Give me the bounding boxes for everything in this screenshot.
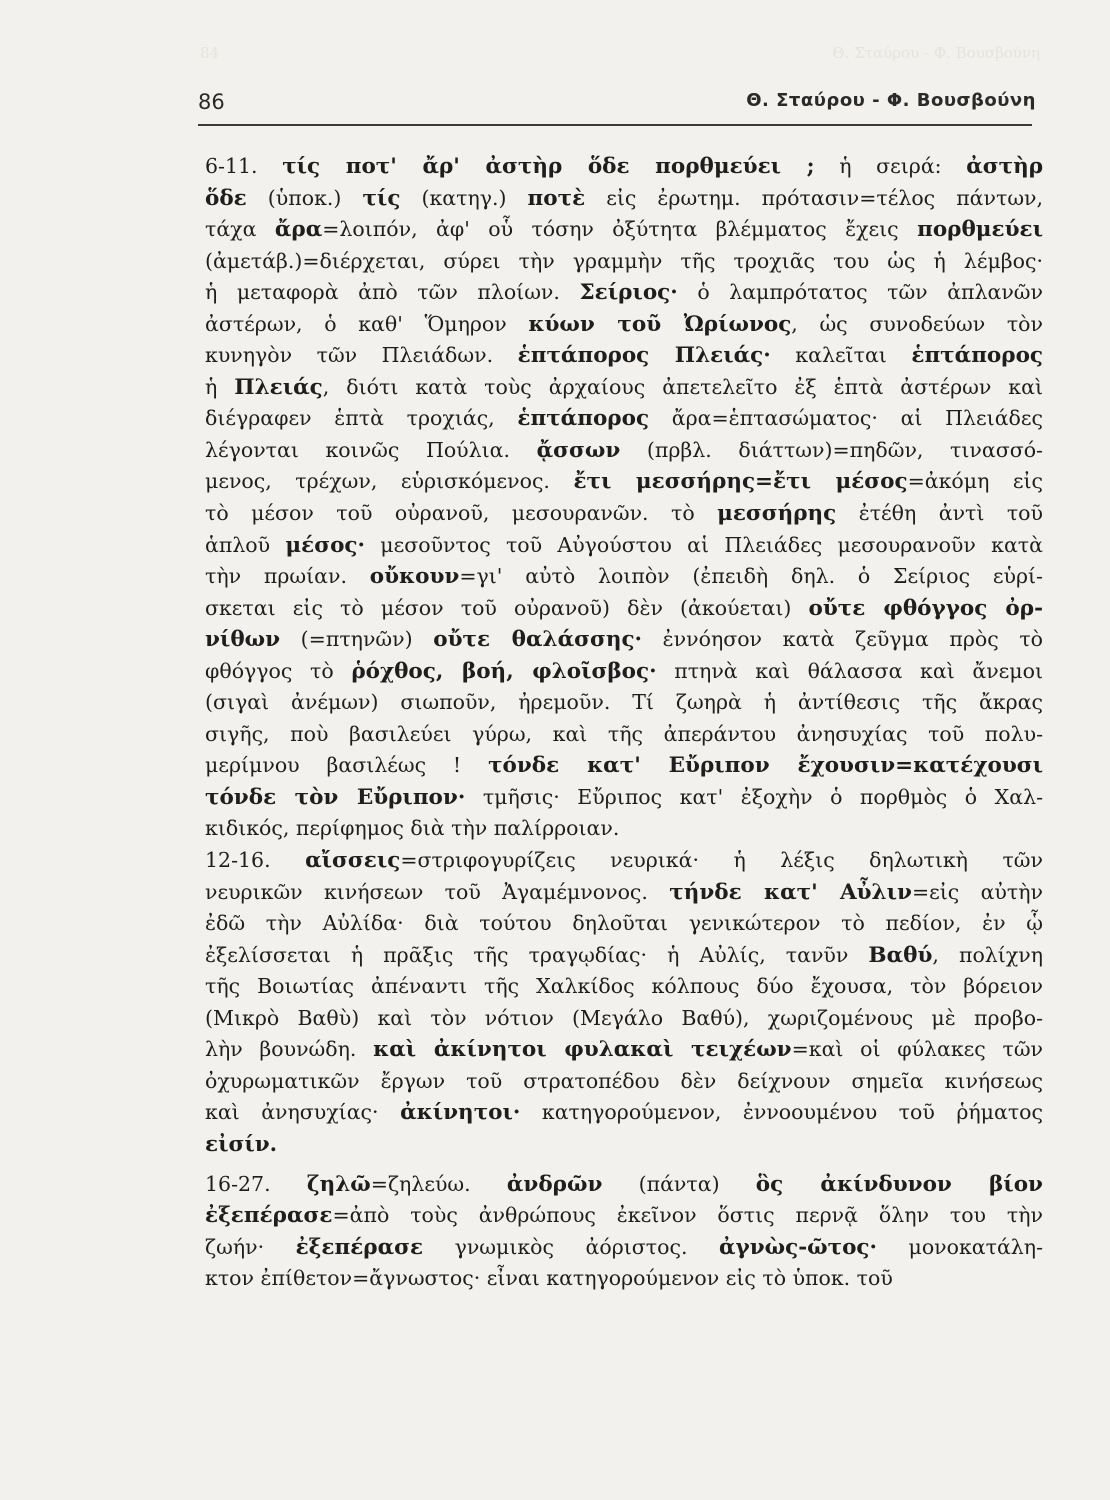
text-line [205,1232,1043,1264]
lemma-term: τίς ποτ' ἄρ' ἀστὴρ ὅδε πορθμεύει ; [282,154,815,179]
lemma-term: ἀγνὼς-ῶτος· [718,1234,877,1260]
lemma-term: πορθμεύει [917,217,1043,243]
lemma-term: Πλειάς [234,374,323,400]
gloss-text: κατηγορούμενον, ἐννοουμένου τοῦ ῥήματος [520,1100,1043,1125]
lemma-term: ἀκίνητοι· [400,1100,521,1126]
gloss-text: ἐξελίσσεται ἡ πρᾶξις τῆς τραγῳδίας· ἡ Αὐλίς, τανῦν [205,942,869,967]
text-line [205,561,1043,593]
text-line [205,309,1043,341]
text-line [205,971,1043,1003]
text-line [205,1263,1043,1295]
gloss-text: ἁπλοῦ [205,532,286,557]
text-line [205,877,1043,909]
gloss-text: μεσοῦντος τοῦ Αὐγούστου αἱ Πλειάδες μεσουρανοῦν κατὰ [365,532,1043,557]
text-line [205,340,1043,372]
text-line [205,1097,1043,1129]
text-line [205,656,1043,688]
gloss-text: (πρβλ. διάττων)=πηδῶν, τινασσό- [620,437,1043,462]
lemma-term: τίς [362,185,401,211]
gloss-text: λέγονται κοινῶς Πούλια. [205,437,537,462]
lemma-term: μέσος· [285,532,365,558]
gloss-text: =ἀπὸ τοὺς ἀνθρώπους ἐκεῖνον ὅστις περνᾷ ὅλην του τὴν [332,1203,1043,1228]
lemma-term: ποτὲ [527,185,586,211]
gloss-text: μενος, τρέχων, εὑρισκόμενος. [205,469,574,494]
gloss-text: σκεται εἰς τὸ μέσον τοῦ οὐρανοῦ) δὲν (ἀκούεται) [205,595,809,620]
lemma-term: ἀστὴρ [966,154,1043,179]
gloss-text: =ἀκόμη εἰς [907,469,1044,494]
gloss-text: =εἰς αὐτὴν [911,879,1043,904]
gloss-text: ἐδῶ τὴν Αὐλίδα· διὰ τούτου δηλοῦται γενικώτερον τὸ πεδίον, ἐν ᾧ [205,911,1043,936]
gloss-text: (ἀμετάβ.)=διέρχεται, σύρει τὴν γραμμὴν τῆς τροχιᾶς του ὡς ἡ λέμβος· [205,248,1043,273]
header-rule [198,124,1032,126]
lemma-term: αἴσσεις [305,848,401,874]
text-line [205,593,1043,625]
lemma-term: οὔτε θαλάσσης· [433,627,643,653]
lemma-term: εἰσίν. [205,1131,278,1157]
lemma-term: ὃς ἀκίνδυνον βίον [755,1171,1043,1197]
text-line [205,1066,1043,1098]
text-line [205,782,1043,814]
text-line [205,813,1043,845]
text-line [205,403,1043,435]
lemma-term: ἄρα [274,217,323,243]
gloss-text: νευρικῶν κινήσεων τοῦ Ἀγαμέμνονος. [205,879,670,904]
gloss-text: 16-27. [205,1171,307,1196]
lemma-term: καὶ ἀκίνητοι φυλακαὶ τειχέων [373,1037,792,1063]
gloss-text: τῆς Βοιωτίας ἀπέναντι τῆς Χαλκίδος κόλπους δύο ἔχουσα, τὸν βόρειον [205,974,1043,999]
gloss-text: 6-11. [205,154,283,178]
gloss-text: =ζηλεύω. [370,1171,507,1196]
gloss-text: ὀχυρωματικῶν ἔργων τοῦ στρατοπέδου δὲν δείχνουν σημεῖα κινήσεως [205,1068,1043,1093]
page-number: 86 [198,90,225,114]
gloss-text: κτον ἐπίθετον=ἄγνωστος· εἶναι κατηγορούμενον εἰς τὸ ὑποκ. τοῦ [205,1266,893,1291]
gloss-text: ἐννόησον κατὰ ζεῦγμα πρὸς τὸ [642,627,1043,652]
gloss-text: φθόγγος τὸ [205,658,352,683]
lemma-term: μεσσήρης [717,501,837,527]
gloss-text: λὴν βουνώδη. [205,1037,374,1062]
text-line [205,277,1043,309]
running-head: Θ. Σταύρου - Φ. Βουσβούνη [746,90,1036,111]
lemma-term: Σείριος· [579,280,678,306]
gloss-text: (=πτηνῶν) [280,627,434,652]
text-line [205,1034,1043,1066]
gloss-text: τὸ μέσον τοῦ οὐρανοῦ, μεσουρανῶν. τὸ [205,501,718,526]
text-line [205,466,1043,498]
text-line [205,1169,1043,1201]
gloss-text: ἡ σειρά: [814,154,967,178]
gloss-text: τμῆσις· Εὔριπος κατ' ἐξοχὴν ὁ πορθμὸς ὁ Χαλ- [465,784,1043,809]
lemma-term: κύων τοῦ Ὠρίωνος [528,311,792,337]
lemma-term: τόνδε τὸν Εὔριπον· [205,784,466,810]
gloss-text: ἀστέρων, ὁ καθ' Ὅμηρον [205,311,529,336]
lemma-term: τήνδε κατ' Αὖλιν [669,879,912,905]
lemma-term: ἔτι μεσσήρης=ἔτι μέσος [573,469,908,495]
text-line [205,183,1043,215]
gloss-text: ἡ [205,374,235,399]
text-line [205,1129,1043,1161]
lemma-term: ῥόχθος, βοή, φλοῖσβος· [351,658,657,684]
gloss-text: , πολίχνη [932,942,1043,967]
lemma-term: ᾄσσων [536,437,621,463]
gloss-text: διέγραφεν ἑπτὰ τροχιάς, [205,406,518,431]
lemma-term: τόνδε κατ' Εὔριπον ἔχουσιν=κατέχουσι [488,753,1044,779]
gloss-text: ζωήν· [205,1234,296,1259]
gloss-text: 12-16. [205,848,306,873]
text-line [205,498,1043,530]
lemma-term: ἐξεπέρασε [205,1203,333,1229]
gloss-text: καλεῖται [770,343,912,368]
page-header [198,84,1036,120]
gloss-text: μονοκατάλη- [876,1234,1044,1259]
gloss-text: =λοιπόν, ἀφ' οὗ τόσην ὀξύτητα βλέμματος ἔχεις [322,217,918,242]
text-line [205,214,1043,246]
gloss-text: (πάντα) [602,1171,756,1196]
text-line [205,908,1043,940]
gloss-text: (κατηγ.) [400,185,528,210]
gloss-text: σιγῆς, ποὺ βασιλεύει γύρω, καὶ τῆς ἀπεράντου ἀνησυχίας τοῦ πολυ- [205,721,1043,746]
gloss-text: πτηνὰ καὶ θάλασσα καὶ ἄνεμοι [656,658,1043,683]
text-line [205,750,1043,782]
gloss-text: ἐτέθη ἀντὶ τοῦ [836,501,1043,526]
gloss-text: τὴν πρωίαν. [205,564,370,589]
lemma-term: οὔκουν [369,564,460,590]
lemma-term: ζηλῶ [306,1171,371,1197]
lemma-term: νίθων [205,627,281,653]
gloss-text: κιδικός, περίφημος διὰ τὴν παλίρροιαν. [205,816,620,841]
text-line [205,940,1043,972]
gloss-text: (ὑποκ.) [246,185,363,210]
lemma-term: οὔτε φθόγγος ὀρ- [808,595,1043,621]
text-line [205,624,1043,656]
text-line [205,845,1043,877]
gloss-text: ὁ λαμπρότατος τῶν ἀπλανῶν [677,280,1043,305]
commentary-text [205,151,1043,1295]
gloss-text: ἄρα=ἑπτασώματος· αἱ Πλειάδες [649,406,1043,431]
gloss-text: =καὶ οἱ φύλακες τῶν [791,1037,1043,1062]
text-line [205,246,1043,278]
text-line [205,1003,1043,1035]
gloss-text: μερίμνου βασιλέως ! [205,753,489,778]
gloss-text: κυνηγὸν τῶν Πλειάδων. [205,343,518,368]
text-line [205,719,1043,751]
gloss-text: , ὡς συνοδεύων τὸν [791,311,1043,336]
gloss-text: γνωμικὸς ἀόριστος. [423,1234,719,1259]
lemma-term: ἑπτάπορος [911,343,1043,369]
gloss-text: καὶ ἀνησυχίας· [205,1100,401,1125]
lemma-term: ἑπτάπορος [517,406,650,432]
text-line [205,687,1043,719]
lemma-term: ὅδε [205,185,247,211]
gloss-text: (σιγαὶ ἀνέμων) σιωποῦν, ἠρεμοῦν. Τί ζωηρὰ ἡ ἀντίθεσις τῆς ἄκρας [205,690,1043,715]
gloss-text: , διότι κατὰ τοὺς ἀρχαίους ἀπετελεῖτο ἐξ ἑπτὰ ἀστέρων καὶ [322,374,1043,399]
lemma-term: Βαθύ [868,942,933,968]
lemma-term: ἐξεπέρασε [295,1234,424,1260]
gloss-text: ἡ μεταφορὰ ἀπὸ τῶν πλοίων. [205,280,580,305]
gloss-text: =γι' αὐτὸ λοιπὸν (ἐπειδὴ δηλ. ὁ Σείριος εὑρί- [459,564,1043,589]
text-line [205,1200,1043,1232]
text-line [205,435,1043,467]
bleed-through-page-number: 84 [200,44,220,62]
gloss-text: =στριφογυρίζεις νευρικά· ἡ λέξις δηλωτικὴ τῶν [400,848,1043,873]
bleed-through-running-head: Θ. Σταύρου - Φ. Βουσβούνη [832,44,1040,62]
text-line [205,372,1043,404]
text-line [205,530,1043,562]
lemma-term: ἑπτάπορος Πλειάς· [517,343,771,369]
gloss-text: τάχα [205,217,275,242]
gloss-text: εἰς ἐρωτημ. πρότασιν=τέλος πάντων, [585,185,1044,210]
text-line [205,151,1043,183]
lemma-term: ἀνδρῶν [506,1171,603,1197]
gloss-text: (Μικρὸ Βαθὺ) καὶ τὸν νότιον (Μεγάλο Βαθύ), χωριζομένους μὲ προβο- [205,1005,1043,1030]
